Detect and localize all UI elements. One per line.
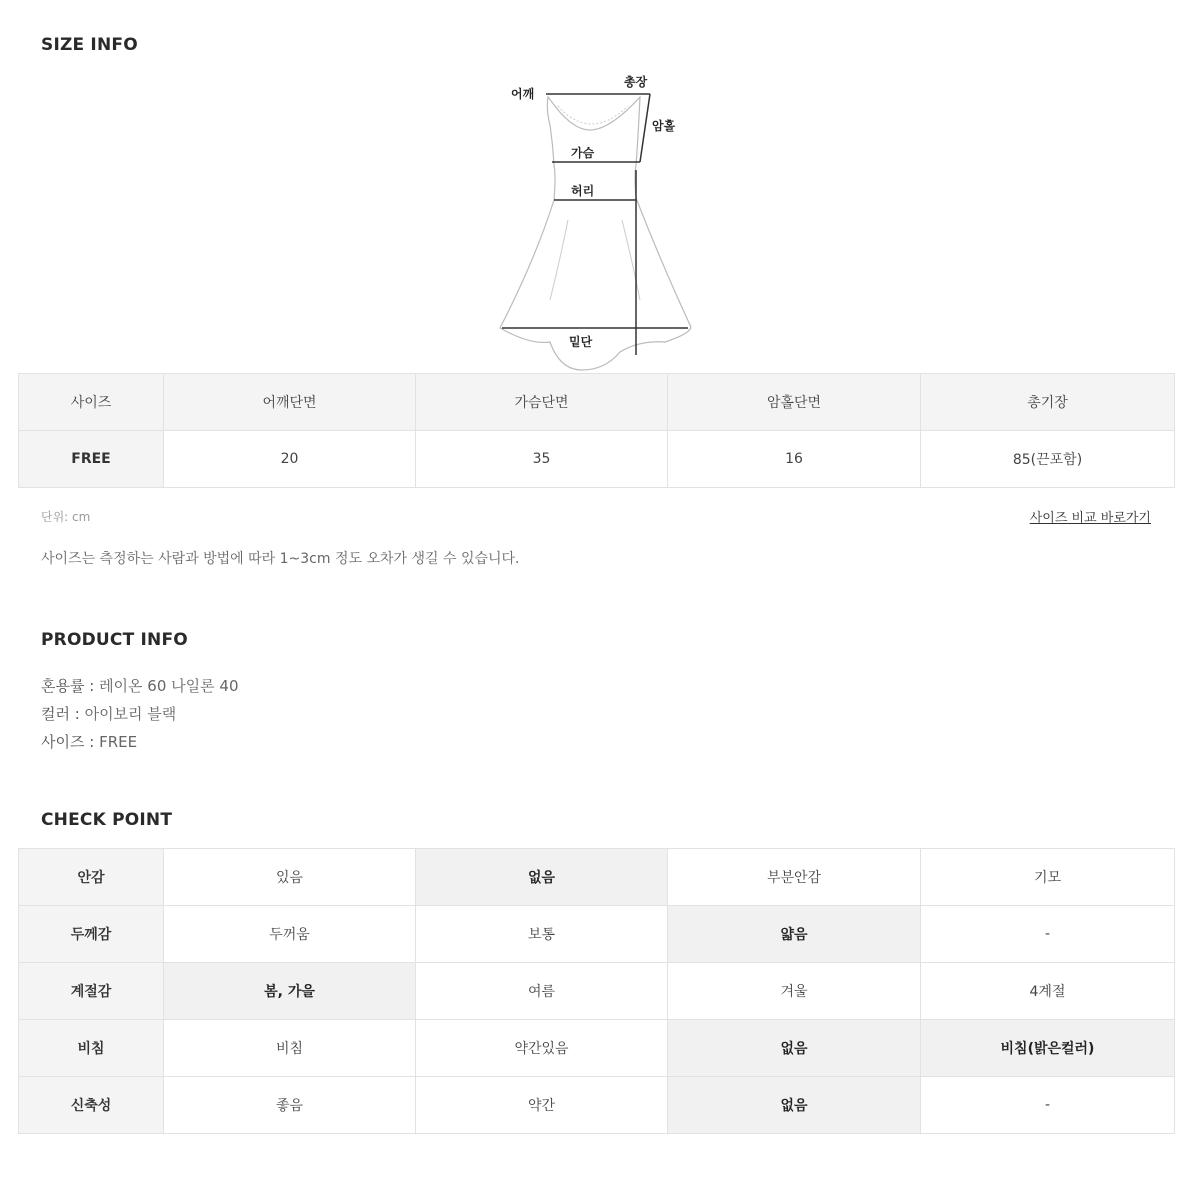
label-chest: 가슴: [571, 146, 595, 160]
check-option: 보통: [416, 906, 668, 963]
dress-outline: [500, 97, 691, 370]
check-option: 여름: [416, 963, 668, 1020]
check-row-label: 비침: [19, 1020, 164, 1077]
label-hem: 밑단: [569, 335, 593, 349]
check-option-selected: 얇음: [668, 906, 921, 963]
product-info-title: PRODUCT INFO: [41, 630, 188, 650]
check-row: [19, 963, 1175, 1020]
check-row: [19, 1077, 1175, 1134]
check-row-label: 신축성: [19, 1077, 164, 1134]
size-header-cell: 암홀단면: [668, 374, 921, 431]
size-label-cell: FREE: [19, 431, 164, 488]
check-option-selected: 없음: [668, 1020, 921, 1077]
check-option-selected: 없음: [668, 1077, 921, 1134]
check-row: [19, 1020, 1175, 1077]
size-value-cell: 16: [668, 431, 921, 488]
check-row-label: 계절감: [19, 963, 164, 1020]
label-total-length: 총장: [624, 75, 648, 89]
check-option: -: [921, 1077, 1175, 1134]
check-option: 약간있음: [416, 1020, 668, 1077]
product-info-line: 컬러 : 아이보리 블랙: [41, 705, 177, 723]
check-row: [19, 906, 1175, 963]
dress-measurement-diagram: [490, 70, 710, 375]
check-option-selected: 봄, 가을: [164, 963, 416, 1020]
size-table-header-row: [19, 374, 1175, 431]
size-value-cell: 85(끈포함): [921, 431, 1175, 488]
check-option: 4계절: [921, 963, 1175, 1020]
check-option: 두꺼움: [164, 906, 416, 963]
unit-label: 단위: cm: [41, 510, 91, 524]
check-option: 부분안감: [668, 849, 921, 906]
size-value-cell: 35: [416, 431, 668, 488]
check-option: 좋음: [164, 1077, 416, 1134]
size-table-row: [19, 431, 1175, 488]
check-option: 약간: [416, 1077, 668, 1134]
size-header-cell: 가슴단면: [416, 374, 668, 431]
size-table: [18, 373, 1175, 488]
check-point-table: [18, 848, 1175, 1134]
label-shoulder: 어깨: [511, 87, 535, 101]
label-armhole: 암홀: [652, 119, 676, 133]
check-option: 비침: [164, 1020, 416, 1077]
product-info-line: 사이즈 : FREE: [41, 733, 138, 751]
check-row-label: 두께감: [19, 906, 164, 963]
label-waist: 허리: [571, 184, 595, 198]
size-header-cell: 어깨단면: [164, 374, 416, 431]
size-info-title: SIZE INFO: [41, 35, 138, 55]
size-compare-link[interactable]: 사이즈 비교 바로가기: [1029, 511, 1151, 526]
check-option-selected: 없음: [416, 849, 668, 906]
check-option-selected: 비침(밝은컬러): [921, 1020, 1175, 1077]
check-point-title: CHECK POINT: [41, 810, 173, 830]
size-header-cell: 총기장: [921, 374, 1175, 431]
size-value-cell: 20: [164, 431, 416, 488]
check-option: 있음: [164, 849, 416, 906]
size-note: 사이즈는 측정하는 사람과 방법에 따라 1~3cm 정도 오차가 생길 수 있습니다.: [41, 551, 520, 567]
product-info-line: 혼용률 : 레이온 60 나일론 40: [41, 677, 239, 695]
product-info-list: [41, 672, 238, 756]
check-option: 기모: [921, 849, 1175, 906]
check-option: 겨울: [668, 963, 921, 1020]
check-row-label: 안감: [19, 849, 164, 906]
check-row: [19, 849, 1175, 906]
size-header-cell: 사이즈: [19, 374, 164, 431]
check-option: -: [921, 906, 1175, 963]
